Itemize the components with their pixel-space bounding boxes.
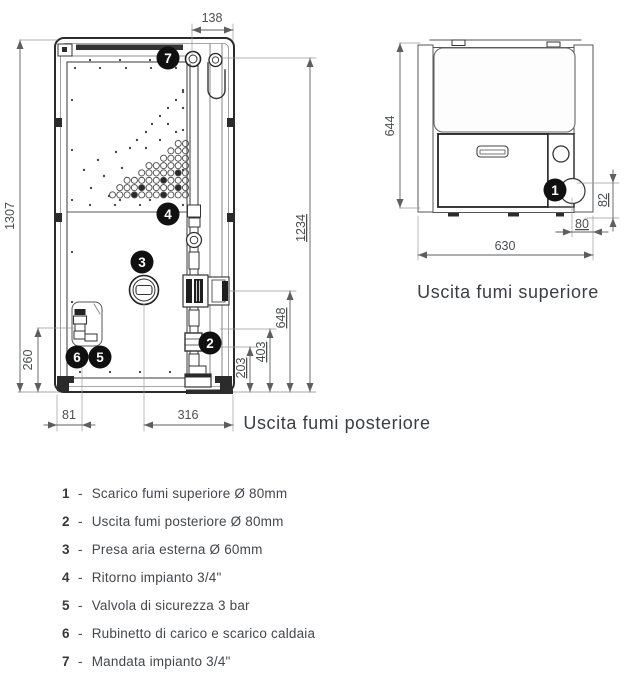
dim-260: 260 <box>21 349 35 371</box>
svg-text:4: 4 <box>164 206 172 222</box>
legend-text: Presa aria esterna Ø 60mm <box>91 542 263 557</box>
legend-dash: - <box>78 570 83 585</box>
rear-view <box>3 11 431 433</box>
svg-text:3: 3 <box>138 254 146 270</box>
legend-number: 2 <box>62 514 70 529</box>
dim-648: 648 <box>274 307 288 329</box>
callout-3 <box>131 251 154 274</box>
dim-316: 316 <box>177 408 199 422</box>
legend-text: Valvola di sicurezza 3 bar <box>91 598 250 613</box>
legend-text: Rubinetto di carico e scarico caldaia <box>91 626 316 641</box>
legend-text: Mandata impianto 3/4" <box>91 654 231 669</box>
callout-7 <box>157 47 180 70</box>
dim-82: 82 <box>596 193 610 207</box>
dim-138: 138 <box>201 11 223 25</box>
dim-203: 203 <box>234 357 248 379</box>
legend-number: 6 <box>62 626 70 641</box>
legend-number: 7 <box>62 654 70 669</box>
front-panel-top <box>438 134 548 207</box>
legend-dash: - <box>78 626 83 641</box>
handle-slot <box>477 146 508 157</box>
legend-item-4 <box>62 570 582 586</box>
legend-item-6 <box>62 626 582 642</box>
legend-item-1 <box>62 486 582 502</box>
callout-1 <box>544 179 567 202</box>
callout-4 <box>157 203 180 226</box>
rear-view-title: Uscita fumi posteriore <box>243 413 431 433</box>
dim-644: 644 <box>383 115 397 137</box>
top-lid <box>434 48 575 132</box>
legend-dash: - <box>78 542 83 557</box>
legend-dash: - <box>78 598 83 613</box>
legend-text: Uscita fumi posteriore Ø 80mm <box>91 514 284 529</box>
top-view <box>383 40 619 302</box>
left-side-panel <box>418 45 433 212</box>
bottom-shadow-bar <box>186 390 233 395</box>
legend <box>62 486 582 682</box>
legend-text: Scarico fumi superiore Ø 80mm <box>91 486 288 501</box>
svg-text:7: 7 <box>164 50 172 66</box>
svg-text:6: 6 <box>73 349 81 365</box>
legend-number: 1 <box>62 486 70 501</box>
dim-630: 630 <box>494 239 516 253</box>
dim-81: 81 <box>62 408 76 422</box>
legend-dash: - <box>78 654 83 669</box>
dim-80: 80 <box>575 217 589 231</box>
dim-1307: 1307 <box>3 202 17 230</box>
legend-dash: - <box>78 514 83 529</box>
callout-2 <box>199 332 222 355</box>
top-view-title: Uscita fumi superiore <box>417 282 599 302</box>
dim-403: 403 <box>254 341 268 363</box>
svg-text:2: 2 <box>206 335 214 351</box>
legend-item-5 <box>62 598 582 614</box>
legend-text: Ritorno impianto 3/4" <box>91 570 222 585</box>
legend-item-7 <box>62 654 582 670</box>
legend-item-3 <box>62 542 582 558</box>
svg-text:5: 5 <box>96 349 104 365</box>
callout-5 <box>89 346 112 369</box>
air-intake-port <box>130 276 159 305</box>
callout-6 <box>66 346 89 369</box>
cap-circle <box>553 146 569 162</box>
legend-item-2 <box>62 514 582 530</box>
legend-number: 5 <box>62 598 70 613</box>
legend-number: 3 <box>62 542 70 557</box>
legend-number: 4 <box>62 570 70 585</box>
dim-1234: 1234 <box>294 214 308 242</box>
svg-text:1: 1 <box>551 182 559 198</box>
top-flue-pipe <box>209 54 222 67</box>
legend-dash: - <box>78 486 83 501</box>
